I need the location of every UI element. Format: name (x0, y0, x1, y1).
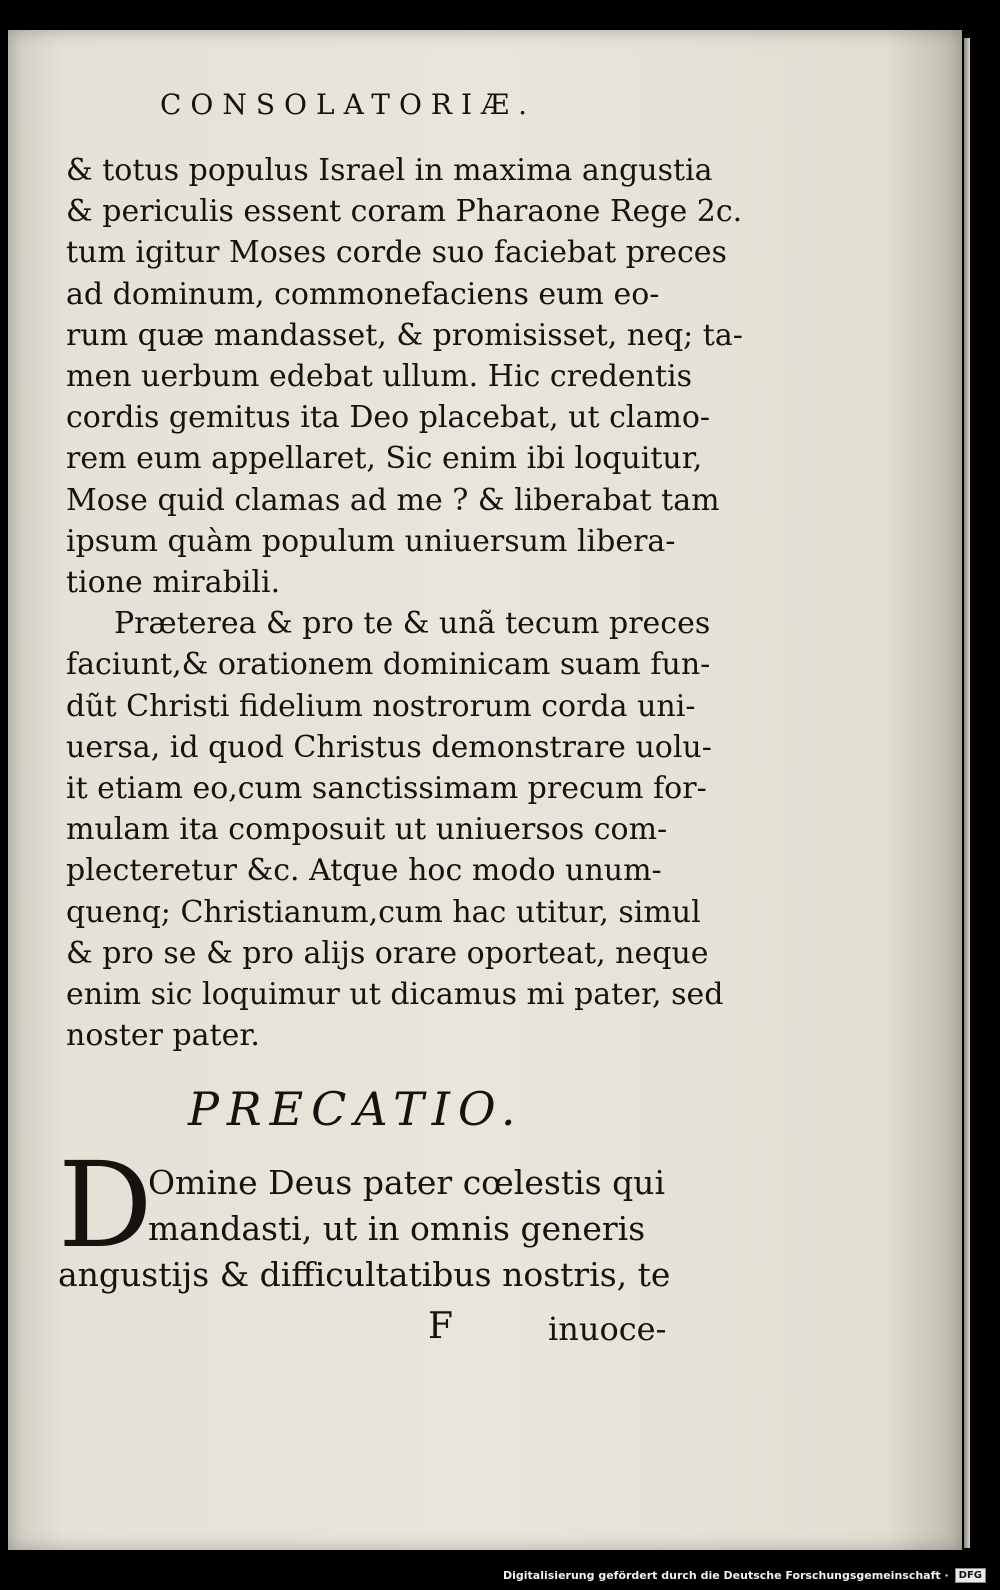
text-line: men uerbum edebat ullum. Hic credentis (66, 359, 693, 395)
text-line: dũt Christi fidelium nostrorum corda uni- (66, 688, 696, 724)
text-line: ad dominum, commonefaciens eum eo- (66, 276, 660, 312)
text-line: cordis gemitus ita Deo placebat, ut clamo- (66, 400, 711, 436)
signature-mark: F (428, 1306, 453, 1347)
page-edge (964, 38, 970, 1548)
text-line: & pro se & pro alijs orare oporteat, neque (66, 935, 709, 971)
text-line: mulam ita composuit ut uniuersos com- (66, 812, 668, 848)
text-line: noster pater. (66, 1018, 260, 1054)
text-line: it etiam eo,cum sanctissimam precum for- (66, 771, 707, 807)
text-line: plecteretur &c. Atque hoc modo unum- (66, 853, 662, 889)
text-line: tione mirabili. (66, 565, 281, 601)
prayer-text (58, 1160, 698, 1298)
running-head: CONSOLATORIÆ. (160, 88, 536, 121)
text-line: mandasti, ut in omnis generis (148, 1209, 646, 1248)
text-line: rum quæ mandasset, & promisisset, neq; ta- (66, 317, 743, 353)
text-line: Omine Deus pater cœlestis qui (148, 1163, 665, 1202)
section-heading: PRECATIO. (188, 1082, 524, 1136)
drop-cap-initial: D (58, 1136, 153, 1274)
body-text (66, 150, 743, 1056)
digitization-footer (503, 1564, 986, 1586)
text-line: angustijs & difficultatibus nostris, te (58, 1255, 671, 1294)
text-line: & periculis essent coram Pharaone Rege 2c. (66, 194, 743, 230)
footer-text: Digitalisierung gefördert durch die Deutsche Forschungsgemeinschaft · (502, 1568, 949, 1582)
catchword: inuoce- (548, 1310, 667, 1348)
dfg-logo: DFG (955, 1568, 986, 1583)
text-line: rem eum appellaret, Sic enim ibi loquitur, (66, 441, 703, 477)
text-line: ipsum quàm populum uniuersum libera- (66, 523, 676, 559)
text-line: uersa, id quod Christus demonstrare uolu- (66, 729, 712, 765)
text-line: faciunt,& orationem dominicam suam fun- (66, 647, 711, 683)
text-line: enim sic loquimur ut dicamus mi pater, sed (66, 977, 724, 1013)
text-line: Mose quid clamas ad me ? & liberabat tam (66, 482, 720, 518)
text-line: Præterea & pro te & unã tecum preces (114, 606, 711, 642)
text-line: tum igitur Moses corde suo faciebat preces (66, 235, 727, 271)
text-line: & totus populus Israel in maxima angustia (66, 153, 713, 188)
text-line: quenq; Christianum,cum hac utitur, simul (66, 894, 701, 930)
